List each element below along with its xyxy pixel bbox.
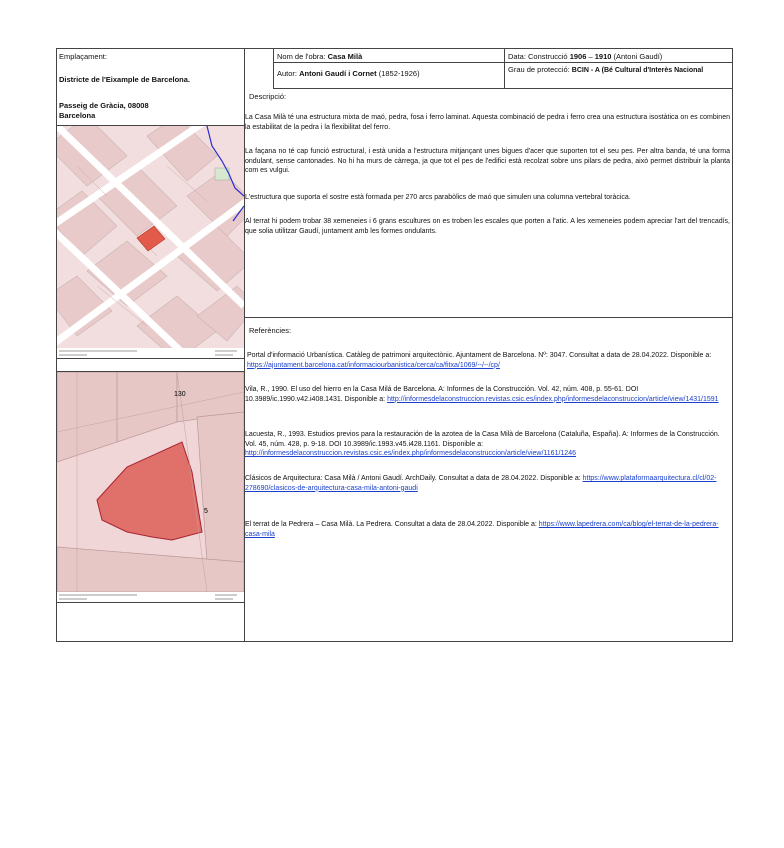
work-name-cell [273, 49, 505, 62]
date-author: (Antoni Gaudí) [613, 52, 663, 61]
reference-text: Lacuesta, R., 1993. Estudios previos para la restauración de la azotea de la Casa Milà de Barcelona (Cataluña, España). A: Informes de la Construcción. Vol. 45, núm. 428, p. 9-18. DOI 10.3989/ic.1993.v45.i428.1161. Disponible a: [245, 431, 720, 448]
protection-cell [505, 63, 732, 88]
heritage-sheet [56, 48, 733, 642]
reference-text: Vila, R., 1990. El uso del hierro en la Casa Milá de Barcelona. A: Informes de la Construcción. Vol. 42, núm. 408, p. 55-61. DOI 10.3989/ic.1990.v42.i408.1431. Disponible a: [245, 386, 639, 403]
description-paragraph: Al terrat hi podem trobar 38 xemeneies i 6 grans escultures on es troben les escales que porten a l'atic. A les xemeneies podem apreciar l'art del trencadís, que solia utilitzar Gaudí, juntament amb les formes ondulants. [245, 218, 730, 235]
header-row-2 [273, 63, 732, 89]
description-label: Descripció: [249, 92, 287, 101]
reference-text: El terrat de la Pedrera – Casa Milà. La Pedrera. Consultat a data de 28.04.2022. Disponible a: [245, 521, 539, 528]
location-label: Emplaçament: [59, 52, 107, 61]
protection-value: BCIN - A (Bé Cultural d'Interès Nacional [571, 67, 704, 74]
reference-item [245, 430, 730, 459]
address-line-2: Barcelona [59, 111, 96, 120]
reference-text: Clásicos de Arquitectura: Casa Milà / Antoni Gaudí. ArchDaily. Consultat a data de 28.04.2022. Disponible a: [245, 475, 583, 482]
parcel-map [57, 371, 244, 603]
address-line-1: Passeig de Gràcia, 08008 [59, 101, 149, 110]
author-name: Antoni Gaudí i Cornet [299, 69, 377, 78]
date-label: Data: Construcció [508, 52, 568, 61]
reference-link[interactable]: https://ajuntament.barcelona.cat/informaciourbanistica/cerca/ca/fitxa/1069/--/--/cp/ [247, 361, 500, 369]
references-label: Referències: [249, 326, 292, 335]
parcel-number: 130 [174, 391, 186, 398]
reference-item [247, 351, 730, 370]
side-number: 5 [204, 508, 208, 515]
description-paragraph: La façana no té cap funció estructural, i està unida a l'estructura mitjançant unes bigues d'acer que suporten tot el seu pes. Per altra banda, té una forma ondulant, sense cantonades. No hi ha murs de càrrega, ja que tot el pes de l'edifici està recolzat sobre uns pilars de pedra, això permet distribuir la planta com es vulgui. [245, 148, 730, 174]
description-paragraph: L'estructura que suporta el sostre està formada per 270 arcs parabòlics de maó que simulen una columna vertebral toràcica. [245, 194, 631, 201]
reference-link[interactable]: http://informesdelaconstruccion.revistas.csic.es/index.php/informesdelaconstruccion/article/view/1431/1591 [387, 395, 719, 403]
date-cell [505, 49, 732, 62]
reference-link[interactable]: https://www.plataformaarquitectura.cl/cl/02-278690/clasicos-de-arquitectura-casa-mila-antoni-gaudi [245, 475, 717, 492]
reference-item [245, 474, 730, 493]
work-label: Nom de l'obra: [277, 52, 326, 61]
description-paragraph: La Casa Milà té una estructura mixta de maó, pedra, fosa i ferro laminat. Aquesta combinació de pedra i ferro crea una estructura isostàtica on es combinen la estabilitat de la pedra i la flexibilitat del ferro. [245, 114, 730, 131]
info-column [245, 49, 732, 641]
reference-item [245, 385, 730, 404]
city-map [57, 125, 244, 359]
reference-link[interactable]: http://informesdelaconstruccion.revistas.csic.es/index.php/informesdelaconstruccion/article/view/1161/1246 [245, 450, 576, 457]
header-row-1 [273, 49, 732, 63]
reference-text: Portal d'informació Urbanística. Catàleg de patrimoni arquitectònic. Ajuntament de Barcelona. Nº: 3047. Consultat a data de 28.04.2022. Disponible a: [247, 352, 712, 359]
work-name: Casa Milà [327, 52, 363, 61]
author-label: Autor: [277, 69, 298, 78]
location-district: Districte de l'Eixample de Barcelona. [59, 75, 191, 84]
parcel-map-graphic [57, 372, 244, 602]
description-section [245, 89, 732, 318]
location-address [59, 101, 149, 121]
date-separator: – [586, 52, 595, 61]
date-end: 1910 [594, 52, 612, 61]
protection-label: Grau de protecció: [508, 65, 570, 74]
location-column [57, 49, 245, 641]
author-cell [273, 63, 505, 88]
author-years: (1852-1926) [378, 69, 420, 78]
reference-link[interactable]: https://www.lapedrera.com/ca/blog/el-terrat-de-la-pedrera-casa-mila [245, 521, 719, 538]
city-map-graphic [57, 126, 244, 358]
date-start: 1906 [569, 52, 587, 61]
reference-item [245, 520, 730, 539]
